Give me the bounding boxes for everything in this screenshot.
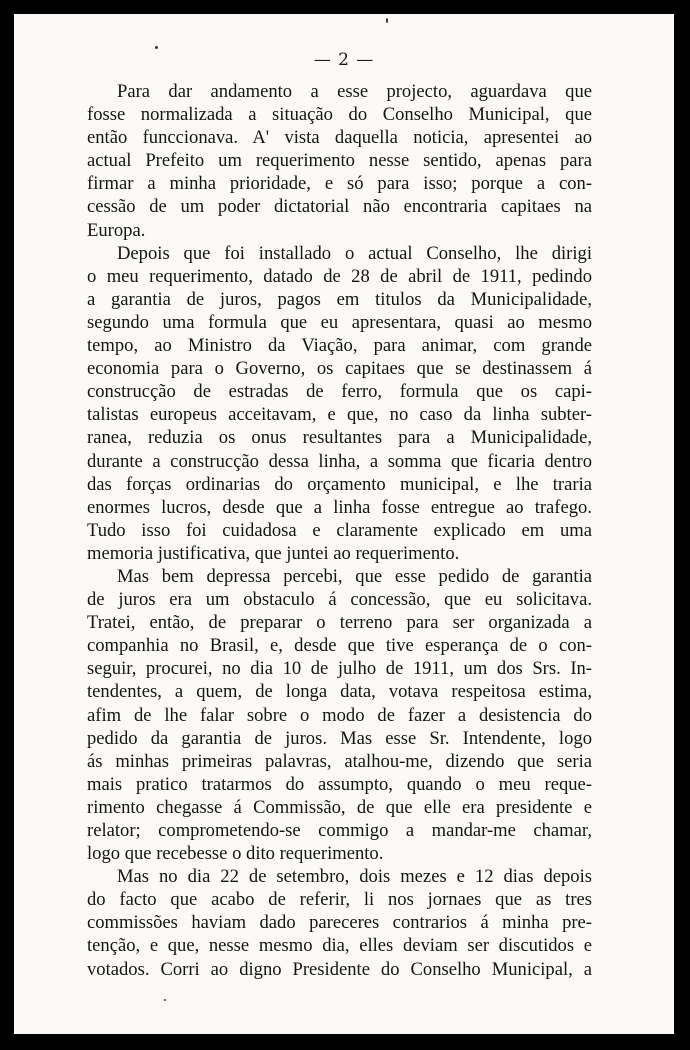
- text-line: a garantia de juros, pagos em titulos da Municipalidade,: [87, 288, 592, 310]
- text-line: tempo, ao Ministro da Viação, para animar, com grande: [87, 335, 592, 357]
- text-line: enormes lucros, desde que a linha fosse entregue ao trafego.: [87, 496, 592, 518]
- text-line: relator; comprometendo-se commigo a mandar-me chamar,: [87, 820, 592, 841]
- text-line: Mas bem depressa percebi, que esse pedido de garantia: [117, 565, 592, 587]
- text-line: votados. Corri ao digno Presidente do Conselho Municipal, a: [87, 958, 592, 980]
- ink-speck: [164, 999, 166, 1001]
- ink-speck: [155, 46, 158, 49]
- text-line: então funccionava. A' vista daquella noticia, apresentei ao: [87, 127, 592, 149]
- text-line: Tudo isso foi cuidadosa e claramente explicado em uma: [87, 519, 592, 541]
- text-line: construcção de estradas de ferro, formula que os capi-: [87, 381, 592, 403]
- text-line: afim de lhe falar sobre o modo de fazer a desistencia do: [87, 704, 592, 726]
- text-line: seguir, procurei, no dia 10 de julho de 1911, um dos Srs. In-: [87, 658, 592, 680]
- text-line: Mas no dia 22 de setembro, dois mezes e 12 dias depois: [117, 866, 592, 888]
- text-line: Depois que foi installado o actual Conselho, lhe dirigi: [117, 242, 592, 264]
- text-line: o meu requerimento, datado de 28 de abril de 1911, pedindo: [87, 265, 592, 287]
- text-line: actual Prefeito um requerimento nesse sentido, apenas para: [87, 150, 592, 172]
- text-line: memoria justificativa, que juntei ao requerimento.: [87, 542, 460, 564]
- ink-speck: [386, 18, 388, 23]
- text-line: Tratei, então, de preparar o terreno para ser organizada a: [87, 612, 592, 634]
- text-line: segundo uma formula que eu apresentara, quasi ao mesmo: [87, 311, 592, 333]
- text-line: tendentes, a quem, de longa data, votava respeitosa estima,: [87, 681, 592, 703]
- page-number: — 2 —: [313, 50, 375, 70]
- text-line: companhia no Brasil, e, desde que tive esperança de o con-: [87, 635, 592, 657]
- text-line: do facto que acabo de referir, li nos jornaes que as tres: [87, 889, 592, 911]
- document-page: [14, 14, 674, 1034]
- text-line: das forças ordinarias do orçamento municipal, e lhe traria: [87, 473, 592, 495]
- text-line: firmar a minha prioridade, e só para isso; porque a con-: [87, 173, 592, 195]
- text-line: durante a construcção dessa linha, a somma que ficaria dentro: [87, 450, 592, 472]
- text-line: tenção, e que, nesse mesmo dia, elles deviam ser discutidos e: [87, 935, 592, 957]
- text-line: economia para o Governo, os capitaes que se destinassem á: [87, 358, 592, 380]
- text-line: pedido da garantia de juros. Mas esse Sr. Intendente, logo: [87, 727, 592, 749]
- text-line: ranea, reduzia os onus resultantes para a Municipalidade,: [87, 427, 592, 449]
- text-line: fosse normalizada a situação do Conselho Municipal, que: [87, 104, 592, 126]
- text-line: talistas europeus acceitavam, e que, no caso da linha subter-: [87, 404, 592, 426]
- text-line: Europa.: [87, 219, 146, 241]
- body-text: [87, 80, 592, 981]
- text-line: ás minhas primeiras palavras, atalhou-me, dizendo que seria: [87, 750, 592, 772]
- text-line: cessão de um poder dictatorial não encontraria capitaes na: [87, 196, 592, 218]
- text-line: Para dar andamento a esse projecto, aguardava que: [117, 81, 592, 102]
- text-line: logo que recebesse o dito requerimento.: [87, 843, 384, 865]
- text-line: commissões haviam dado pareceres contrarios á minha pre-: [87, 912, 592, 934]
- text-line: rimento chegasse á Commissão, de que elle era presidente e: [87, 796, 592, 818]
- text-line: de juros era um obstaculo á concessão, que eu solicitava.: [87, 589, 592, 611]
- text-line: mais pratico tratarmos do assumpto, quando o meu reque-: [87, 773, 592, 795]
